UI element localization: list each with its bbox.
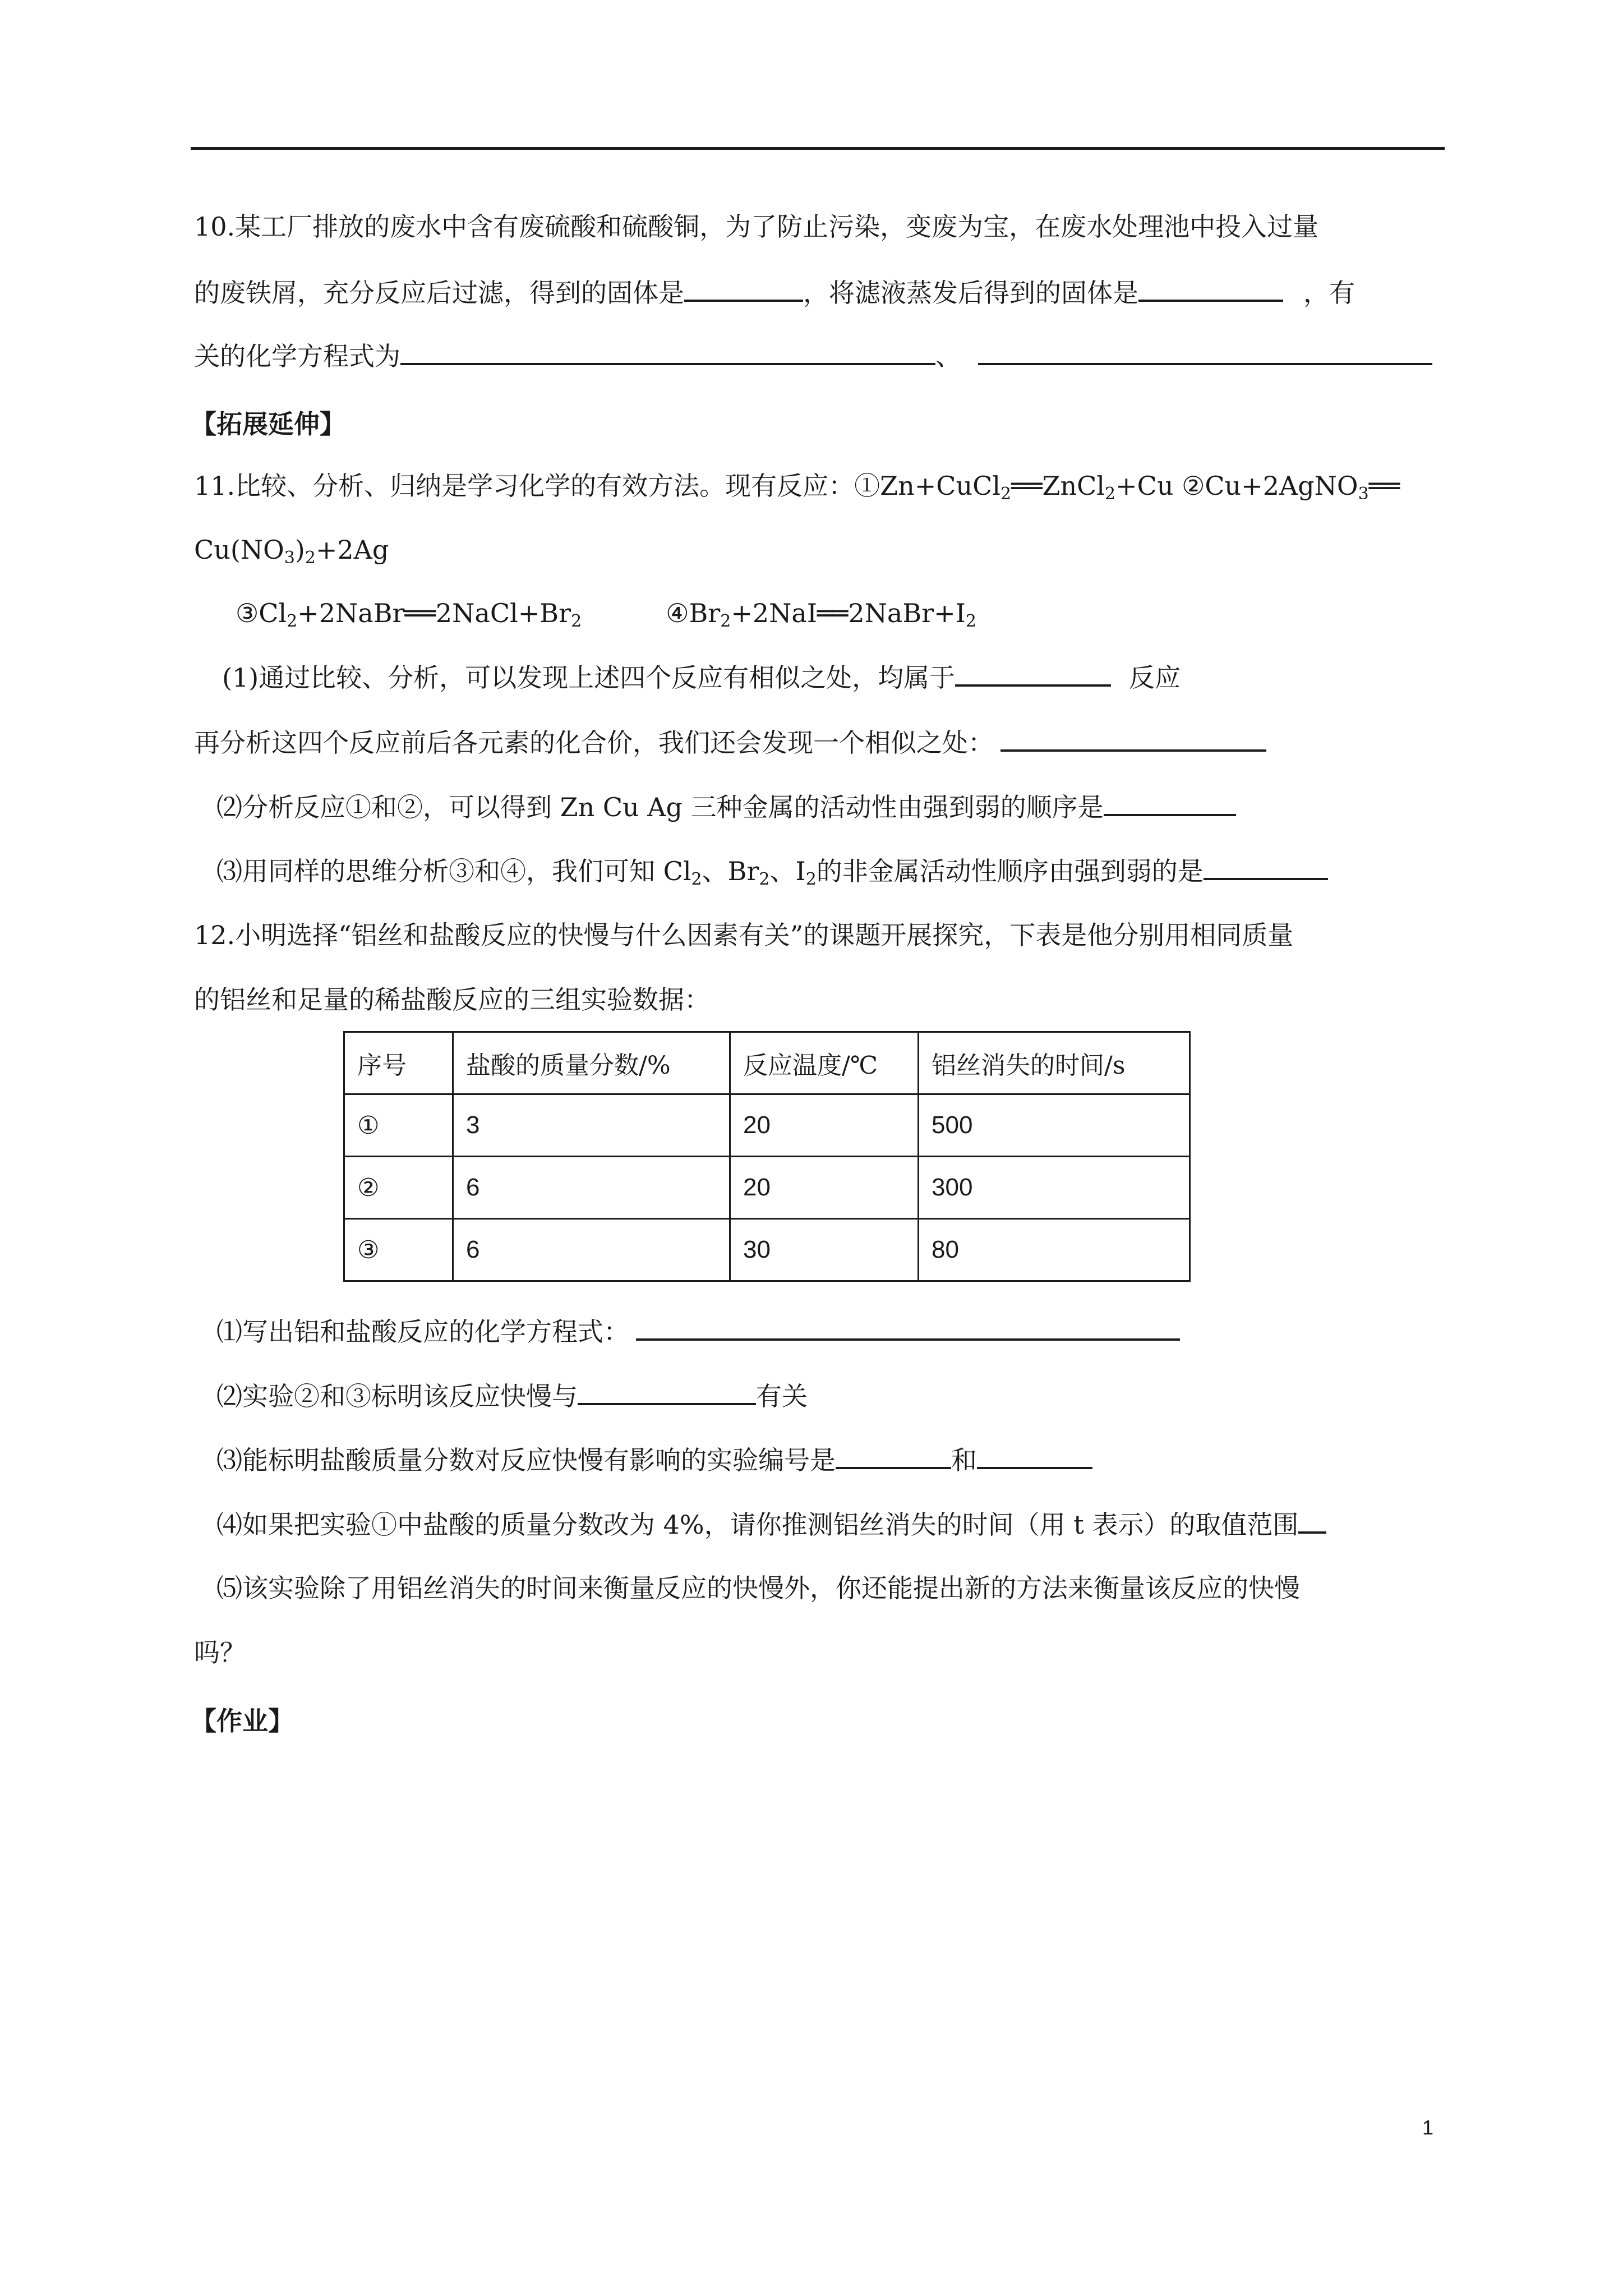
q10-text: 的废铁屑，充分反应后过滤，得到的固体是 [194,278,684,308]
table-cell: 20 [730,1157,919,1219]
reaction-1: ①Zn+CuCl$_2$══ZnCl$_2$+Cu [854,471,1182,504]
table-row [344,1219,1190,1281]
table-header-cell: 铝丝消失的时间/s [919,1032,1190,1094]
page-number: 1 [1422,2116,1434,2139]
table-cell: 6 [453,1219,730,1281]
table-cell: 300 [919,1157,1190,1219]
q11-reaction-2-cont: $Cu(NO_3)_2+2Ag$ [194,535,389,568]
table-header-cell: 序号 [344,1032,453,1094]
q10-text: ，将滤液蒸发后得到的固体是 [803,278,1138,308]
q12-line1: 12.小明选择“铝丝和盐酸反应的快慢与什么因素有关”的课题开展探究，下表是他分别用相同质量 [194,920,1294,950]
table-header-cell: 反应温度/℃ [730,1032,919,1094]
q11-part2 [216,789,1236,824]
q12-text: ⑴写出铝和盐酸反应的化学方程式： [216,1317,629,1347]
answer-blank[interactable] [1104,789,1236,816]
table-cell: 3 [453,1094,730,1157]
q11-text: ⑵分析反应①和②，可以得到 Zn Cu Ag 三种金属的活动性由强到弱的顺序是 [216,792,1104,822]
header-rule [191,147,1445,150]
table-row [344,1094,1190,1157]
q11-text: 11.比较、分析、归纳是学习化学的有效方法。现有反应： [194,471,855,501]
q11-part1 [222,660,1181,694]
table-cell: ① [344,1094,453,1157]
q10-text: 关的化学方程式为 [194,341,400,371]
answer-blank[interactable] [684,275,803,302]
q11-reactions-3-4 [236,596,976,630]
table-cell: 500 [919,1094,1190,1157]
q11-intro [194,469,1400,503]
q12-sub4 [216,1507,1326,1542]
answer-blank[interactable] [1000,725,1266,752]
q12-text: ⑵实验②和③标明该反应快慢与 [216,1381,578,1411]
answer-blank[interactable] [1138,275,1283,302]
reaction-2: ②Cu+2AgNO$_3$══ [1182,471,1400,504]
q11-text: 再分析这四个反应前后各元素的化合价，我们还会发现一个相似之处： [194,728,994,758]
answer-blank[interactable] [955,660,1111,687]
q12-text: ⑶能标明盐酸质量分数对反应快慢有影响的实验编号是 [216,1445,836,1475]
answer-blank[interactable] [1204,853,1328,880]
answer-blank[interactable] [836,1442,951,1469]
q11-part3: ⑶用同样的思维分析③和④，我们可知 $Cl_2$、$Br_2$、$I_2$的非金属活动性顺序由强到弱的是 [216,853,1328,888]
reaction-3: $③Cl_2+2NaBr══2NaCl+Br_2$ [236,598,582,631]
q10-text: ，有 [1303,278,1355,308]
q12-sub5-cont: 吗？ [194,1637,246,1668]
answer-blank[interactable] [636,1314,1180,1341]
q12-text: 和 [951,1445,977,1475]
experiment-data-table [343,1031,1191,1282]
table-cell: 30 [730,1219,919,1281]
q12-sub2 [216,1378,808,1413]
section-heading-homework: 【作业】 [191,1706,294,1736]
answer-blank[interactable] [578,1378,756,1405]
q12-sub1 [216,1314,1180,1349]
table-cell: 80 [919,1219,1190,1281]
table-cell: 6 [453,1157,730,1219]
answer-blank[interactable] [977,1442,1092,1469]
q12-text: ⑷如果把实验①中盐酸的质量分数改为 4%，请你推测铝丝消失的时间（用 t 表示）的取值范围 [216,1510,1299,1540]
q11-part1-cont [194,725,1266,760]
q12-line2: 的铝丝和足量的稀盐酸反应的三组实验数据： [194,984,710,1015]
q10-line2 [194,275,1355,310]
table-header-cell: 盐酸的质量分数/% [453,1032,730,1094]
table-cell: ③ [344,1219,453,1281]
q10-line3 [194,338,1432,373]
answer-blank[interactable] [400,338,935,365]
q11-text: (1)通过比较、分析，可以发现上述四个反应有相似之处，均属于 [222,662,956,693]
answer-blank[interactable] [1298,1507,1326,1534]
q11-text: 反应 [1129,662,1181,693]
q10-text: 、 [935,341,961,371]
q12-sub3 [216,1442,1092,1477]
q10-line1: 10.某工厂排放的废水中含有废硫酸和硫酸铜，为了防止污染，变废为宝，在废水处理池中投入过量 [194,211,1319,242]
table-header-row [344,1032,1190,1094]
reaction-4: $④Br_2+2NaI══2NaBr+I_2$ [666,598,976,631]
table-cell: ② [344,1157,453,1219]
section-heading-extend: 【拓展延伸】 [191,409,345,439]
q12-text: 有关 [756,1381,808,1411]
answer-blank[interactable] [978,338,1432,365]
table-cell: 20 [730,1094,919,1157]
table-row [344,1157,1190,1219]
q12-sub5: ⑸该实验除了用铝丝消失的时间来衡量反应的快慢外，你还能提出新的方法来衡量该反应的快慢 [216,1573,1300,1603]
